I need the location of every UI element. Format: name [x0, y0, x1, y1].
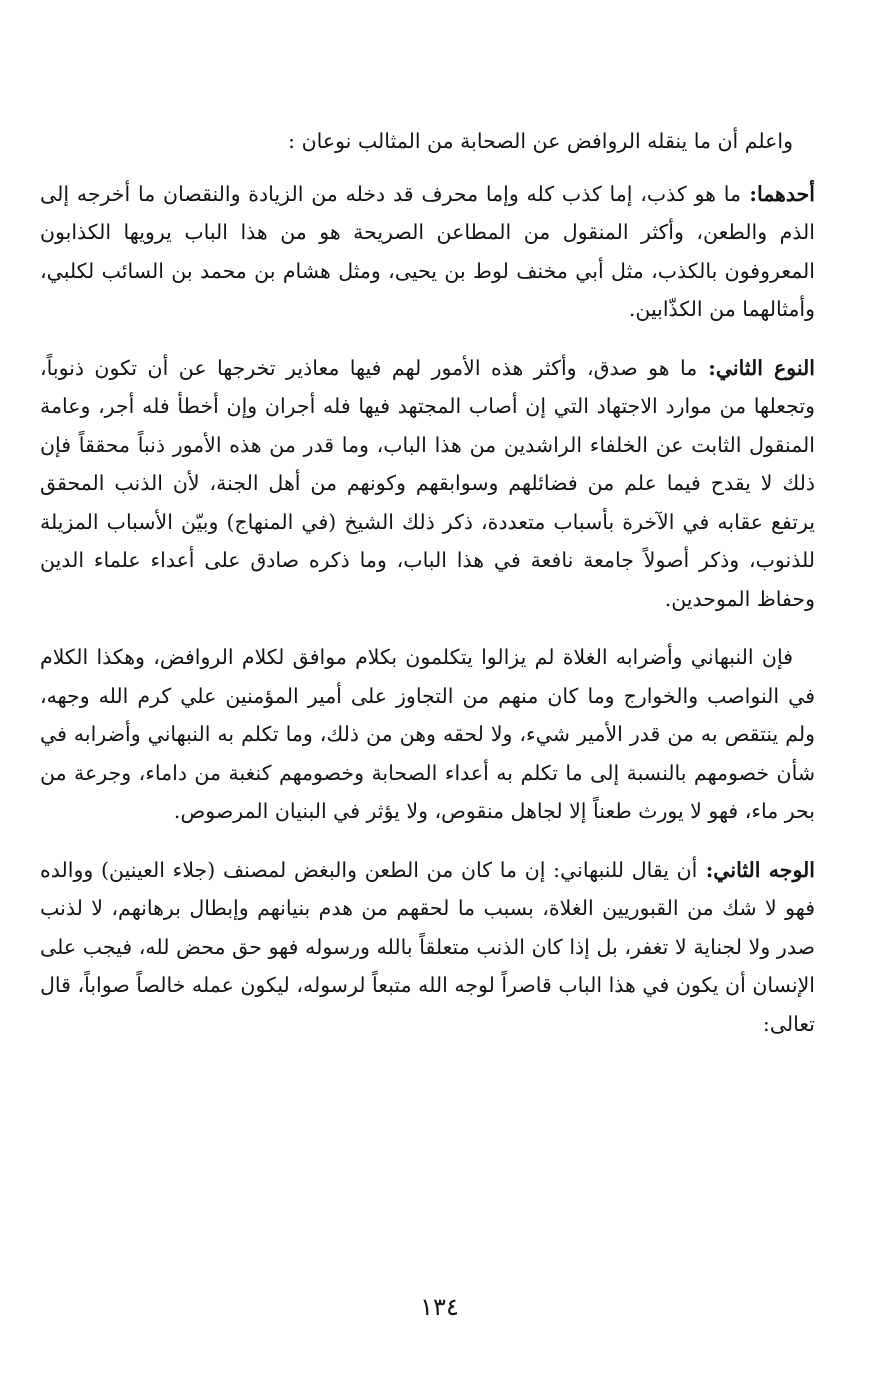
paragraph-text: فإن النبهاني وأضرابه الغلاة لم يزالوا يتكلمون بكلام موافق لكلام الروافض، وهكذا الكلام في النواصب والخوارج وما كان منهم من التجاوز على أمير المؤمنين علي كرم الله وجهه، ولم ينتقص به من قدر الأمير شيء، ولا لحقه وهن من ذلك، وما تكلم به النبهاني وأضرابه في شأن خصومهم بالنسبة إلى ما تكلم به أعداء الصحابة وخصومهم كنغبة من داماء، وجرعة من بحر ماء، فهو لا يورث طعناً إلا لجاهل منقوص، ولا يؤثر في البنيان المرصوص.: [40, 645, 815, 823]
first-type-paragraph: [40, 175, 815, 329]
second-type-paragraph: [40, 349, 815, 619]
page-number: ١٣٤: [420, 1293, 459, 1321]
paragraph-text: ما هو كذب، إما كذب كله وإما محرف قد دخله من الزيادة والنقصان ما أخرجه إلى الذم والطعن، وأكثر المنقول من المطاعن الصريحة هو من هذا الباب يرويها الكذابون المعروفون بالكذب، مثل أبي مخنف لوط بن يحيى، ومثل هشام بن محمد بن السائب لكلبي، وأمثالهما من الكذّابين.: [40, 181, 815, 321]
paragraph-text: واعلم أن ما ينقله الروافض عن الصحابة من المثالب نوعان :: [288, 129, 793, 153]
paragraph-text: أن يقال للنبهاني: إن ما كان من الطعن والبغض لمصنف (جلاء العينين) ووالده فهو لا شك من القبوريين الغلاة، بسبب ما لحقهم من هدم بنيانهم وإبطال برهانهم، لا لذنب صدر ولا لجناية لا تغفر، بل إذا كان الذنب متعلقاً بالله ورسوله فهو حق محض لله، فيجب على الإنسان أن يكون في هذا الباب قاصراً لوجه الله متبعاً لرسوله، ليكون عمله خالصاً صواباً، قال تعالى:: [40, 857, 815, 1036]
nabhani-paragraph: [40, 638, 815, 831]
paragraph-lead: الوجه الثاني:: [697, 857, 816, 882]
paragraph-text: ما هو صدق، وأكثر هذه الأمور لهم فيها معاذير تخرجها عن أن تكون ذنوباً، وتجعلها من موارد الاجتهاد التي إن أصاب المجتهد فيها فله أجران وإن أخطأ فله أجر، وعامة المنقول الثابت عن الخلفاء الراشدين من هذا الباب، وما قدر من هذه الأمور ذنباً محققاً فإن ذلك لا يقدح فيما علم من فضائلهم وسوابقهم وكونهم من أهل الجنة، لأن الذنب المحقق يرتفع عقابه في الآخرة بأسباب متعددة، ذكر ذلك الشيخ (في المنهاج) وبيّن الأسباب المزيلة للذنوب، وذكر أصولاً جامعة نافعة في هذا الباب، وما ذكره صادق على أعداء علماء الدين وحفاظ الموحدين.: [40, 355, 815, 611]
intro-paragraph: [40, 122, 815, 161]
page-body: [40, 122, 815, 1063]
paragraph-lead: أحدهما:: [740, 181, 815, 206]
paragraph-lead: النوع الثاني:: [697, 355, 815, 380]
second-aspect-paragraph: [40, 851, 815, 1044]
